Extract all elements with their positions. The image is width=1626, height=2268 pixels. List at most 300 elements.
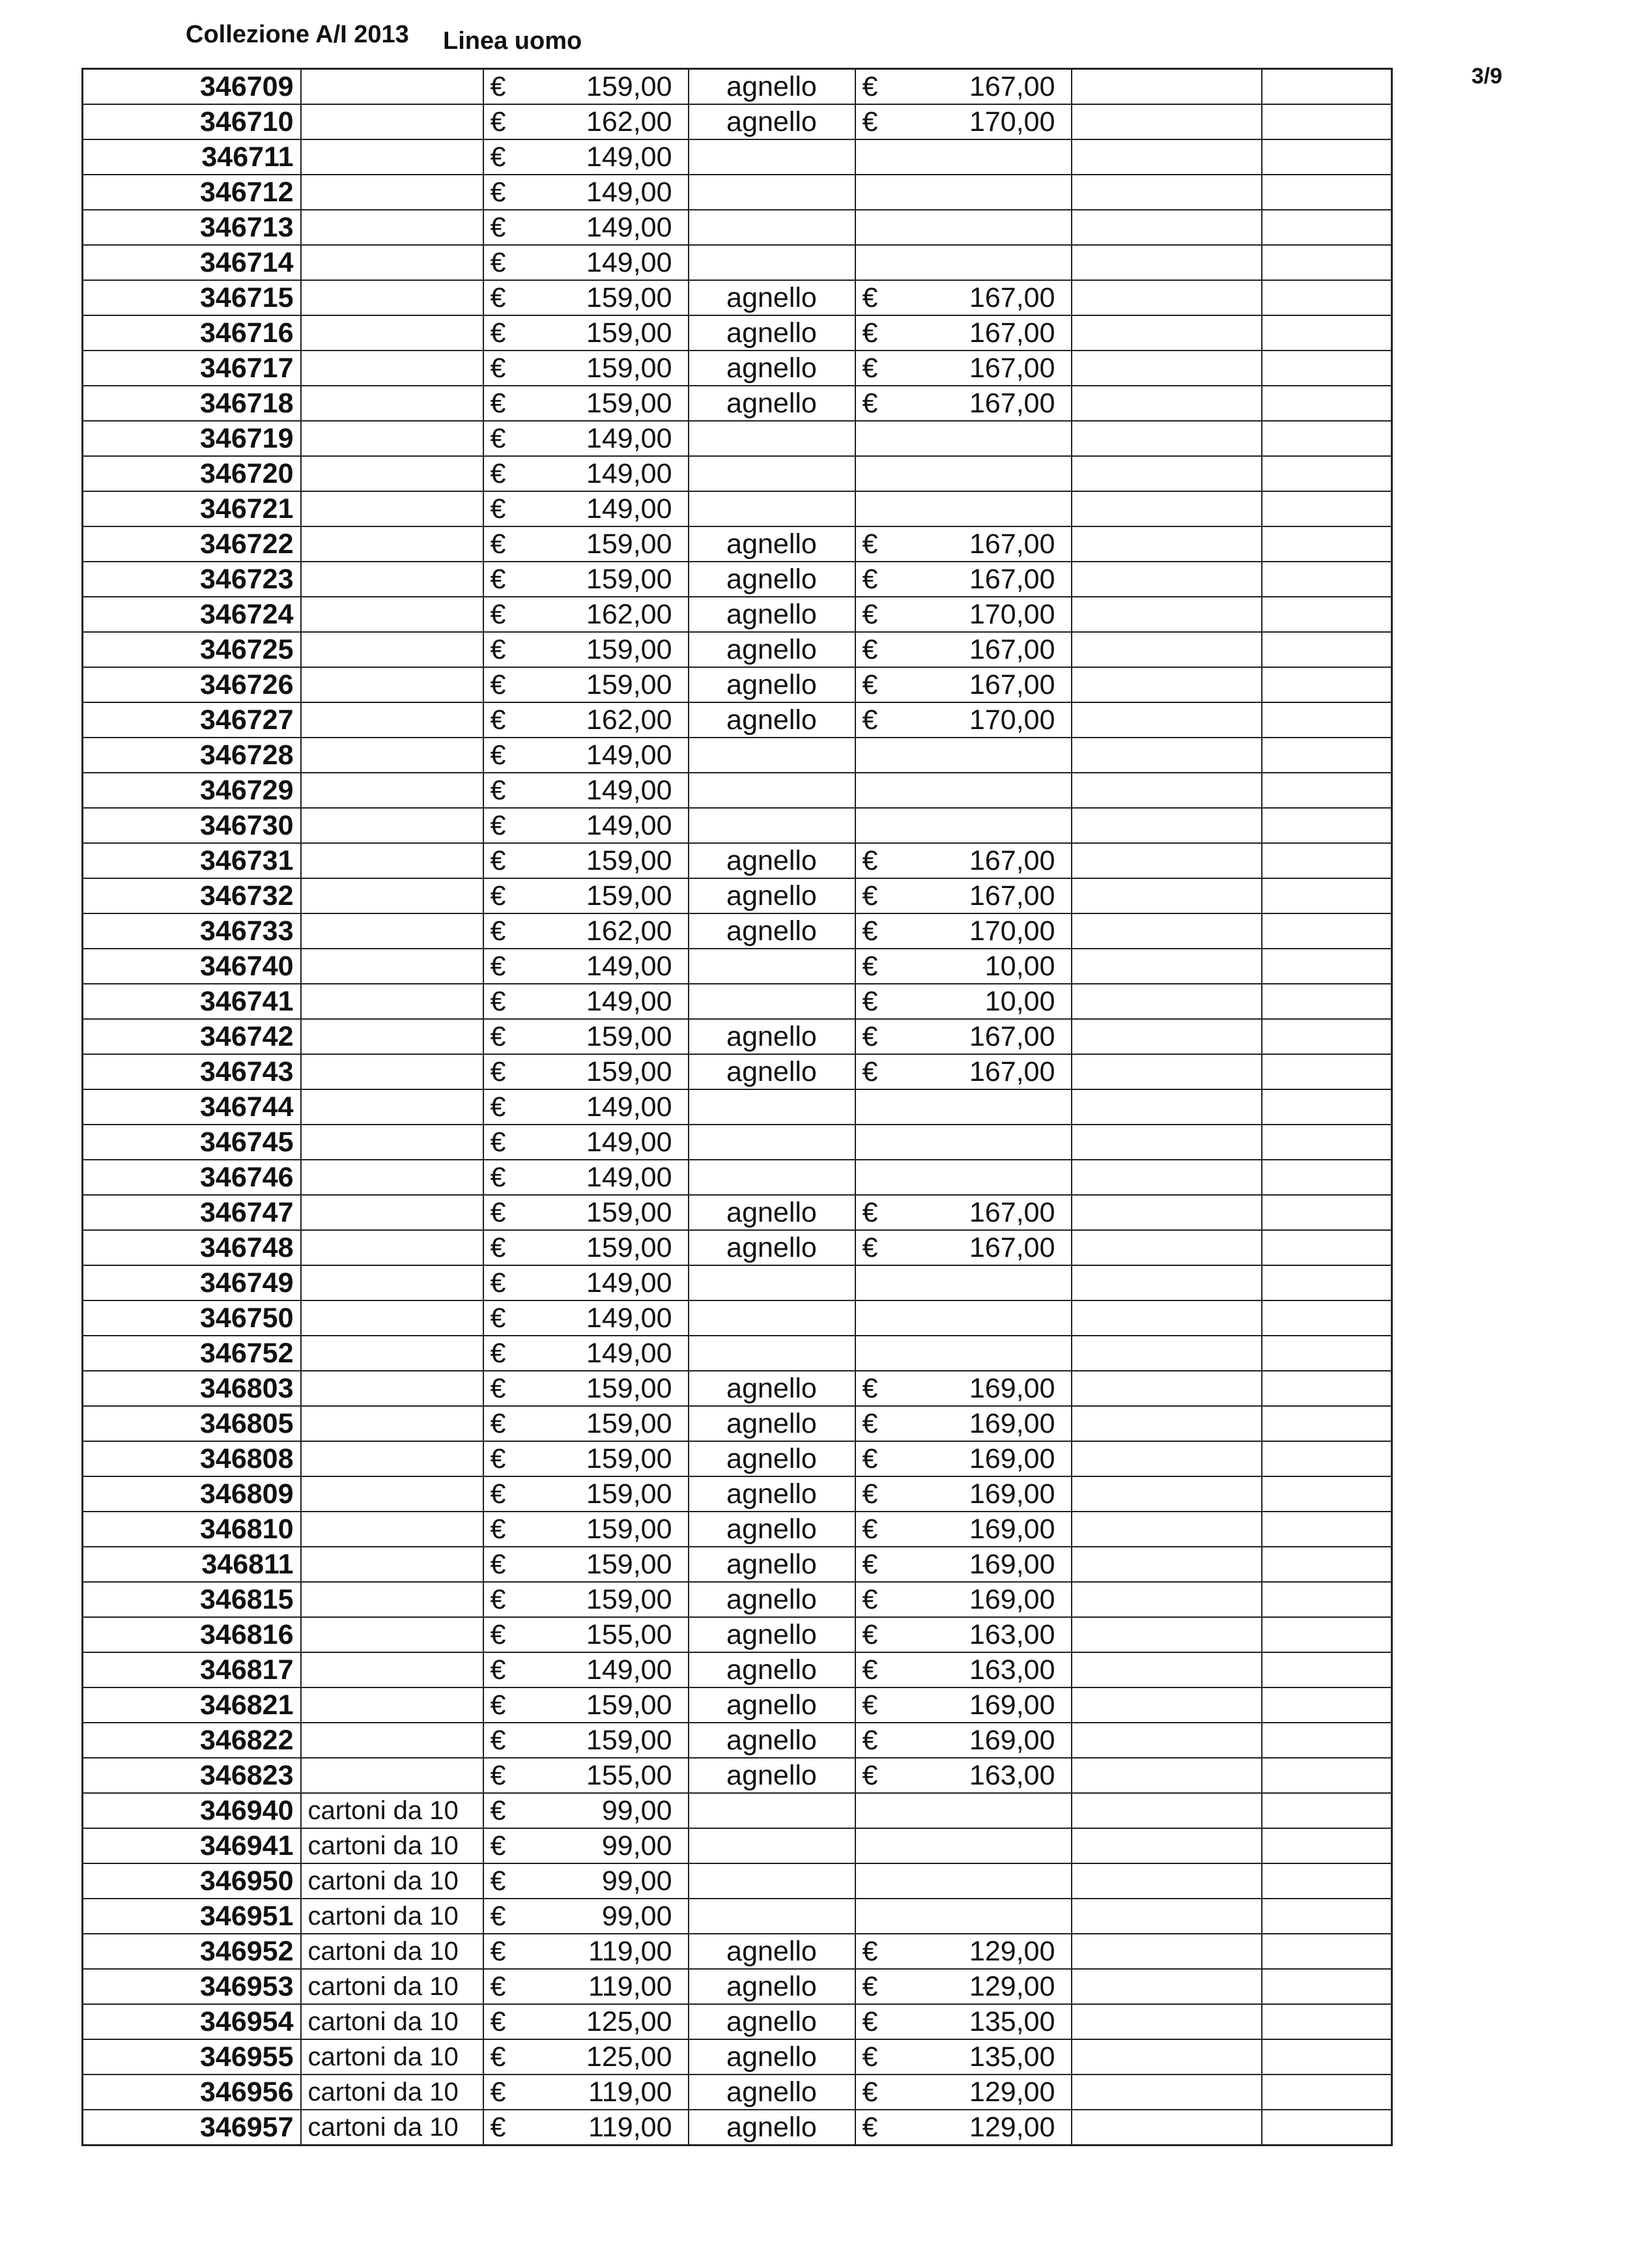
table-row xyxy=(83,1512,1392,1547)
currency-symbol: € xyxy=(855,913,896,949)
currency-symbol: € xyxy=(855,386,896,421)
empty-cell xyxy=(1262,2074,1392,2110)
currency-symbol: € xyxy=(483,210,524,245)
table-row xyxy=(83,808,1392,843)
empty-cell xyxy=(1072,878,1262,913)
table-row xyxy=(83,949,1392,984)
empty-cell xyxy=(1072,773,1262,808)
currency-symbol: € xyxy=(483,2110,524,2146)
material-price: 170,00 xyxy=(896,913,1072,949)
empty-cell xyxy=(1072,1160,1262,1195)
table-row xyxy=(83,210,1392,245)
article-code: 346714 xyxy=(83,245,301,280)
material-label: agnello xyxy=(689,1406,855,1441)
empty-cell xyxy=(1072,421,1262,456)
currency-symbol: € xyxy=(483,386,524,421)
table-row xyxy=(83,526,1392,562)
empty-cell xyxy=(1072,667,1262,702)
empty-cell xyxy=(1072,1476,1262,1512)
table-row xyxy=(83,1160,1392,1195)
article-code: 346716 xyxy=(83,315,301,351)
currency-symbol: € xyxy=(483,1828,524,1863)
base-price: 149,00 xyxy=(524,984,689,1019)
currency-symbol: € xyxy=(483,1054,524,1089)
packaging-note xyxy=(301,351,483,386)
empty-cell xyxy=(1072,351,1262,386)
article-code: 346729 xyxy=(83,773,301,808)
article-code: 346748 xyxy=(83,1230,301,1265)
currency-symbol: € xyxy=(855,1617,896,1652)
packaging-note: cartoni da 10 xyxy=(301,2110,483,2146)
article-code: 346811 xyxy=(83,1547,301,1582)
empty-cell xyxy=(1072,2004,1262,2039)
currency-symbol: € xyxy=(483,1793,524,1828)
material-label: agnello xyxy=(689,1969,855,2004)
base-price: 149,00 xyxy=(524,1160,689,1195)
empty-cell xyxy=(1262,773,1392,808)
packaging-note xyxy=(301,1230,483,1265)
material-label: agnello xyxy=(689,562,855,597)
material-label: agnello xyxy=(689,104,855,139)
packaging-note xyxy=(301,315,483,351)
empty-cell xyxy=(1072,702,1262,738)
material-price xyxy=(896,1793,1072,1828)
article-code: 346731 xyxy=(83,843,301,878)
article-code: 346718 xyxy=(83,386,301,421)
article-code: 346747 xyxy=(83,1195,301,1230)
currency-symbol: € xyxy=(855,1582,896,1617)
packaging-note xyxy=(301,1160,483,1195)
currency-symbol: € xyxy=(483,1371,524,1406)
currency-symbol: € xyxy=(483,1582,524,1617)
currency-symbol: € xyxy=(855,1406,896,1441)
material-label: agnello xyxy=(689,1054,855,1089)
empty-cell xyxy=(1262,808,1392,843)
empty-cell xyxy=(1072,1019,1262,1054)
currency-symbol: € xyxy=(483,69,524,105)
base-price: 99,00 xyxy=(524,1828,689,1863)
currency-symbol: € xyxy=(855,1441,896,1476)
material-price xyxy=(896,1828,1072,1863)
material-label: agnello xyxy=(689,1371,855,1406)
material-price: 170,00 xyxy=(896,104,1072,139)
material-label xyxy=(689,1793,855,1828)
table-row xyxy=(83,1934,1392,1969)
table-row xyxy=(83,984,1392,1019)
table-row xyxy=(83,1547,1392,1582)
packaging-note xyxy=(301,738,483,773)
table-row xyxy=(83,1195,1392,1230)
packaging-note: cartoni da 10 xyxy=(301,1863,483,1899)
table-row xyxy=(83,702,1392,738)
currency-symbol: € xyxy=(483,1336,524,1371)
currency-symbol: € xyxy=(855,2039,896,2074)
currency-symbol: € xyxy=(483,1617,524,1652)
packaging-note xyxy=(301,1300,483,1336)
empty-cell xyxy=(1262,245,1392,280)
empty-cell xyxy=(1072,1969,1262,2004)
material-price: 129,00 xyxy=(896,2110,1072,2146)
empty-cell xyxy=(1262,1512,1392,1547)
empty-cell xyxy=(1072,491,1262,526)
material-label xyxy=(689,1160,855,1195)
material-label: agnello xyxy=(689,1617,855,1652)
packaging-note xyxy=(301,1089,483,1125)
currency-symbol xyxy=(855,808,896,843)
empty-cell xyxy=(1072,456,1262,491)
material-price: 170,00 xyxy=(896,702,1072,738)
currency-symbol: € xyxy=(483,1899,524,1934)
material-price: 167,00 xyxy=(896,351,1072,386)
article-code: 346752 xyxy=(83,1336,301,1371)
empty-cell xyxy=(1072,738,1262,773)
material-price: 163,00 xyxy=(896,1652,1072,1687)
table-row xyxy=(83,1265,1392,1300)
packaging-note xyxy=(301,1723,483,1758)
currency-symbol: € xyxy=(855,1019,896,1054)
table-row xyxy=(83,1441,1392,1476)
material-label xyxy=(689,1089,855,1125)
material-label xyxy=(689,175,855,210)
packaging-note xyxy=(301,984,483,1019)
base-price: 159,00 xyxy=(524,1441,689,1476)
table-row xyxy=(83,2074,1392,2110)
empty-cell xyxy=(1072,1054,1262,1089)
material-price: 129,00 xyxy=(896,1969,1072,2004)
material-price: 169,00 xyxy=(896,1547,1072,1582)
currency-symbol: € xyxy=(483,175,524,210)
material-label: agnello xyxy=(689,632,855,667)
material-label: agnello xyxy=(689,2004,855,2039)
material-label xyxy=(689,1828,855,1863)
material-price xyxy=(896,139,1072,175)
currency-symbol xyxy=(855,1160,896,1195)
article-code: 346726 xyxy=(83,667,301,702)
article-code: 346723 xyxy=(83,562,301,597)
material-price: 167,00 xyxy=(896,1019,1072,1054)
empty-cell xyxy=(1262,456,1392,491)
currency-symbol: € xyxy=(483,351,524,386)
empty-cell xyxy=(1262,702,1392,738)
empty-cell xyxy=(1072,1195,1262,1230)
currency-symbol xyxy=(855,491,896,526)
empty-cell xyxy=(1262,139,1392,175)
material-label xyxy=(689,456,855,491)
packaging-note xyxy=(301,702,483,738)
material-price xyxy=(896,210,1072,245)
currency-symbol: € xyxy=(483,773,524,808)
material-price: 167,00 xyxy=(896,1230,1072,1265)
empty-cell xyxy=(1262,1828,1392,1863)
packaging-note: cartoni da 10 xyxy=(301,1828,483,1863)
material-label xyxy=(689,421,855,456)
packaging-note xyxy=(301,1617,483,1652)
price-table-body xyxy=(83,69,1392,2146)
article-code: 346952 xyxy=(83,1934,301,1969)
material-price: 169,00 xyxy=(896,1371,1072,1406)
packaging-note xyxy=(301,808,483,843)
empty-cell xyxy=(1072,280,1262,315)
currency-symbol: € xyxy=(855,667,896,702)
empty-cell xyxy=(1262,913,1392,949)
material-label: agnello xyxy=(689,386,855,421)
empty-cell xyxy=(1072,69,1262,105)
currency-symbol: € xyxy=(855,562,896,597)
currency-symbol: € xyxy=(855,1652,896,1687)
table-row xyxy=(83,175,1392,210)
empty-cell xyxy=(1072,104,1262,139)
material-price: 167,00 xyxy=(896,1195,1072,1230)
currency-symbol: € xyxy=(855,632,896,667)
empty-cell xyxy=(1262,2110,1392,2146)
material-price: 129,00 xyxy=(896,2074,1072,2110)
table-row xyxy=(83,1582,1392,1617)
table-row xyxy=(83,843,1392,878)
material-label xyxy=(689,1125,855,1160)
material-label xyxy=(689,210,855,245)
base-price: 159,00 xyxy=(524,1582,689,1617)
material-label: agnello xyxy=(689,1934,855,1969)
currency-symbol: € xyxy=(855,702,896,738)
material-price: 129,00 xyxy=(896,1934,1072,1969)
empty-cell xyxy=(1262,1652,1392,1687)
article-code: 346743 xyxy=(83,1054,301,1089)
empty-cell xyxy=(1262,738,1392,773)
packaging-note: cartoni da 10 xyxy=(301,1793,483,1828)
table-row xyxy=(83,1828,1392,1863)
empty-cell xyxy=(1262,878,1392,913)
table-row xyxy=(83,667,1392,702)
currency-symbol: € xyxy=(483,139,524,175)
material-label: agnello xyxy=(689,526,855,562)
empty-cell xyxy=(1262,1300,1392,1336)
currency-symbol: € xyxy=(483,1230,524,1265)
table-row xyxy=(83,913,1392,949)
currency-symbol: € xyxy=(483,1160,524,1195)
material-label: agnello xyxy=(689,2039,855,2074)
empty-cell xyxy=(1262,1441,1392,1476)
empty-cell xyxy=(1262,1406,1392,1441)
packaging-note xyxy=(301,456,483,491)
base-price: 159,00 xyxy=(524,878,689,913)
currency-symbol: € xyxy=(483,2004,524,2039)
base-price: 162,00 xyxy=(524,104,689,139)
article-code: 346724 xyxy=(83,597,301,632)
article-code: 346713 xyxy=(83,210,301,245)
currency-symbol: € xyxy=(855,1723,896,1758)
material-label: agnello xyxy=(689,843,855,878)
table-row xyxy=(83,632,1392,667)
currency-symbol: € xyxy=(483,1652,524,1687)
currency-symbol: € xyxy=(855,2110,896,2146)
material-label: agnello xyxy=(689,1723,855,1758)
currency-symbol: € xyxy=(483,1687,524,1723)
article-code: 346725 xyxy=(83,632,301,667)
article-code: 346955 xyxy=(83,2039,301,2074)
material-label: agnello xyxy=(689,1476,855,1512)
material-label: agnello xyxy=(689,1019,855,1054)
currency-symbol: € xyxy=(855,843,896,878)
empty-cell xyxy=(1072,1406,1262,1441)
table-row xyxy=(83,456,1392,491)
material-label xyxy=(689,1300,855,1336)
article-code: 346815 xyxy=(83,1582,301,1617)
base-price: 155,00 xyxy=(524,1758,689,1793)
table-row xyxy=(83,2039,1392,2074)
material-price: 135,00 xyxy=(896,2039,1072,2074)
table-row xyxy=(83,1019,1392,1054)
material-label xyxy=(689,808,855,843)
empty-cell xyxy=(1262,1195,1392,1230)
empty-cell xyxy=(1072,1863,1262,1899)
empty-cell xyxy=(1072,562,1262,597)
currency-symbol: € xyxy=(855,104,896,139)
article-code: 346744 xyxy=(83,1089,301,1125)
table-row xyxy=(83,69,1392,105)
currency-symbol: € xyxy=(855,1054,896,1089)
empty-cell xyxy=(1072,949,1262,984)
table-row xyxy=(83,1969,1392,2004)
article-code: 346741 xyxy=(83,984,301,1019)
currency-symbol: € xyxy=(483,1547,524,1582)
table-row xyxy=(83,1863,1392,1899)
base-price: 149,00 xyxy=(524,421,689,456)
line-title: Linea uomo xyxy=(443,27,582,55)
empty-cell xyxy=(1262,1793,1392,1828)
empty-cell xyxy=(1262,1125,1392,1160)
table-row xyxy=(83,1125,1392,1160)
packaging-note xyxy=(301,1371,483,1406)
table-row xyxy=(83,1687,1392,1723)
empty-cell xyxy=(1072,984,1262,1019)
packaging-note: cartoni da 10 xyxy=(301,1899,483,1934)
table-row xyxy=(83,491,1392,526)
currency-symbol: € xyxy=(483,526,524,562)
currency-symbol xyxy=(855,1125,896,1160)
material-label: agnello xyxy=(689,878,855,913)
packaging-note xyxy=(301,421,483,456)
empty-cell xyxy=(1072,1089,1262,1125)
material-label xyxy=(689,984,855,1019)
base-price: 149,00 xyxy=(524,738,689,773)
base-price: 162,00 xyxy=(524,702,689,738)
currency-symbol: € xyxy=(483,421,524,456)
article-code: 346957 xyxy=(83,2110,301,2146)
base-price: 162,00 xyxy=(524,597,689,632)
material-price: 167,00 xyxy=(896,667,1072,702)
material-price: 10,00 xyxy=(896,949,1072,984)
table-row xyxy=(83,104,1392,139)
empty-cell xyxy=(1262,597,1392,632)
packaging-note xyxy=(301,1652,483,1687)
packaging-note xyxy=(301,1019,483,1054)
base-price: 159,00 xyxy=(524,69,689,105)
currency-symbol: € xyxy=(855,280,896,315)
base-price: 149,00 xyxy=(524,1652,689,1687)
empty-cell xyxy=(1262,2004,1392,2039)
base-price: 149,00 xyxy=(524,1300,689,1336)
packaging-note xyxy=(301,104,483,139)
material-label: agnello xyxy=(689,1758,855,1793)
base-price: 149,00 xyxy=(524,139,689,175)
material-price xyxy=(896,1863,1072,1899)
currency-symbol: € xyxy=(483,1758,524,1793)
empty-cell xyxy=(1072,1300,1262,1336)
currency-symbol: € xyxy=(855,1758,896,1793)
base-price: 159,00 xyxy=(524,386,689,421)
packaging-note xyxy=(301,1476,483,1512)
material-price: 170,00 xyxy=(896,597,1072,632)
table-row xyxy=(83,1336,1392,1371)
article-code: 346941 xyxy=(83,1828,301,1863)
material-label: agnello xyxy=(689,913,855,949)
table-row xyxy=(83,738,1392,773)
base-price: 159,00 xyxy=(524,1512,689,1547)
material-label: agnello xyxy=(689,597,855,632)
empty-cell xyxy=(1262,1054,1392,1089)
material-price xyxy=(896,245,1072,280)
empty-cell xyxy=(1072,1652,1262,1687)
currency-symbol: € xyxy=(483,1863,524,1899)
packaging-note: cartoni da 10 xyxy=(301,1934,483,1969)
currency-symbol: € xyxy=(483,1195,524,1230)
material-label: agnello xyxy=(689,351,855,386)
packaging-note xyxy=(301,597,483,632)
currency-symbol: € xyxy=(855,1371,896,1406)
material-price: 167,00 xyxy=(896,315,1072,351)
empty-cell xyxy=(1072,1547,1262,1582)
empty-cell xyxy=(1262,1934,1392,1969)
empty-cell xyxy=(1262,1547,1392,1582)
empty-cell xyxy=(1262,421,1392,456)
table-row xyxy=(83,386,1392,421)
article-code: 346749 xyxy=(83,1265,301,1300)
currency-symbol xyxy=(855,139,896,175)
packaging-note: cartoni da 10 xyxy=(301,1969,483,2004)
empty-cell xyxy=(1072,913,1262,949)
currency-symbol: € xyxy=(483,843,524,878)
article-code: 346727 xyxy=(83,702,301,738)
empty-cell xyxy=(1072,315,1262,351)
article-code: 346746 xyxy=(83,1160,301,1195)
article-code: 346809 xyxy=(83,1476,301,1512)
empty-cell xyxy=(1072,1687,1262,1723)
empty-cell xyxy=(1072,1336,1262,1371)
empty-cell xyxy=(1072,597,1262,632)
table-row xyxy=(83,1089,1392,1125)
material-price xyxy=(896,738,1072,773)
packaging-note xyxy=(301,1125,483,1160)
empty-cell xyxy=(1262,562,1392,597)
empty-cell xyxy=(1262,1476,1392,1512)
material-label: agnello xyxy=(689,1652,855,1687)
base-price: 149,00 xyxy=(524,1089,689,1125)
material-price xyxy=(896,456,1072,491)
empty-cell xyxy=(1262,1336,1392,1371)
empty-cell xyxy=(1262,351,1392,386)
material-price: 169,00 xyxy=(896,1476,1072,1512)
packaging-note xyxy=(301,139,483,175)
currency-symbol: € xyxy=(483,1406,524,1441)
packaging-note xyxy=(301,1582,483,1617)
packaging-note xyxy=(301,667,483,702)
material-price: 163,00 xyxy=(896,1617,1072,1652)
empty-cell xyxy=(1072,1828,1262,1863)
material-price: 10,00 xyxy=(896,984,1072,1019)
base-price: 125,00 xyxy=(524,2004,689,2039)
table-row xyxy=(83,1371,1392,1406)
material-price: 167,00 xyxy=(896,386,1072,421)
